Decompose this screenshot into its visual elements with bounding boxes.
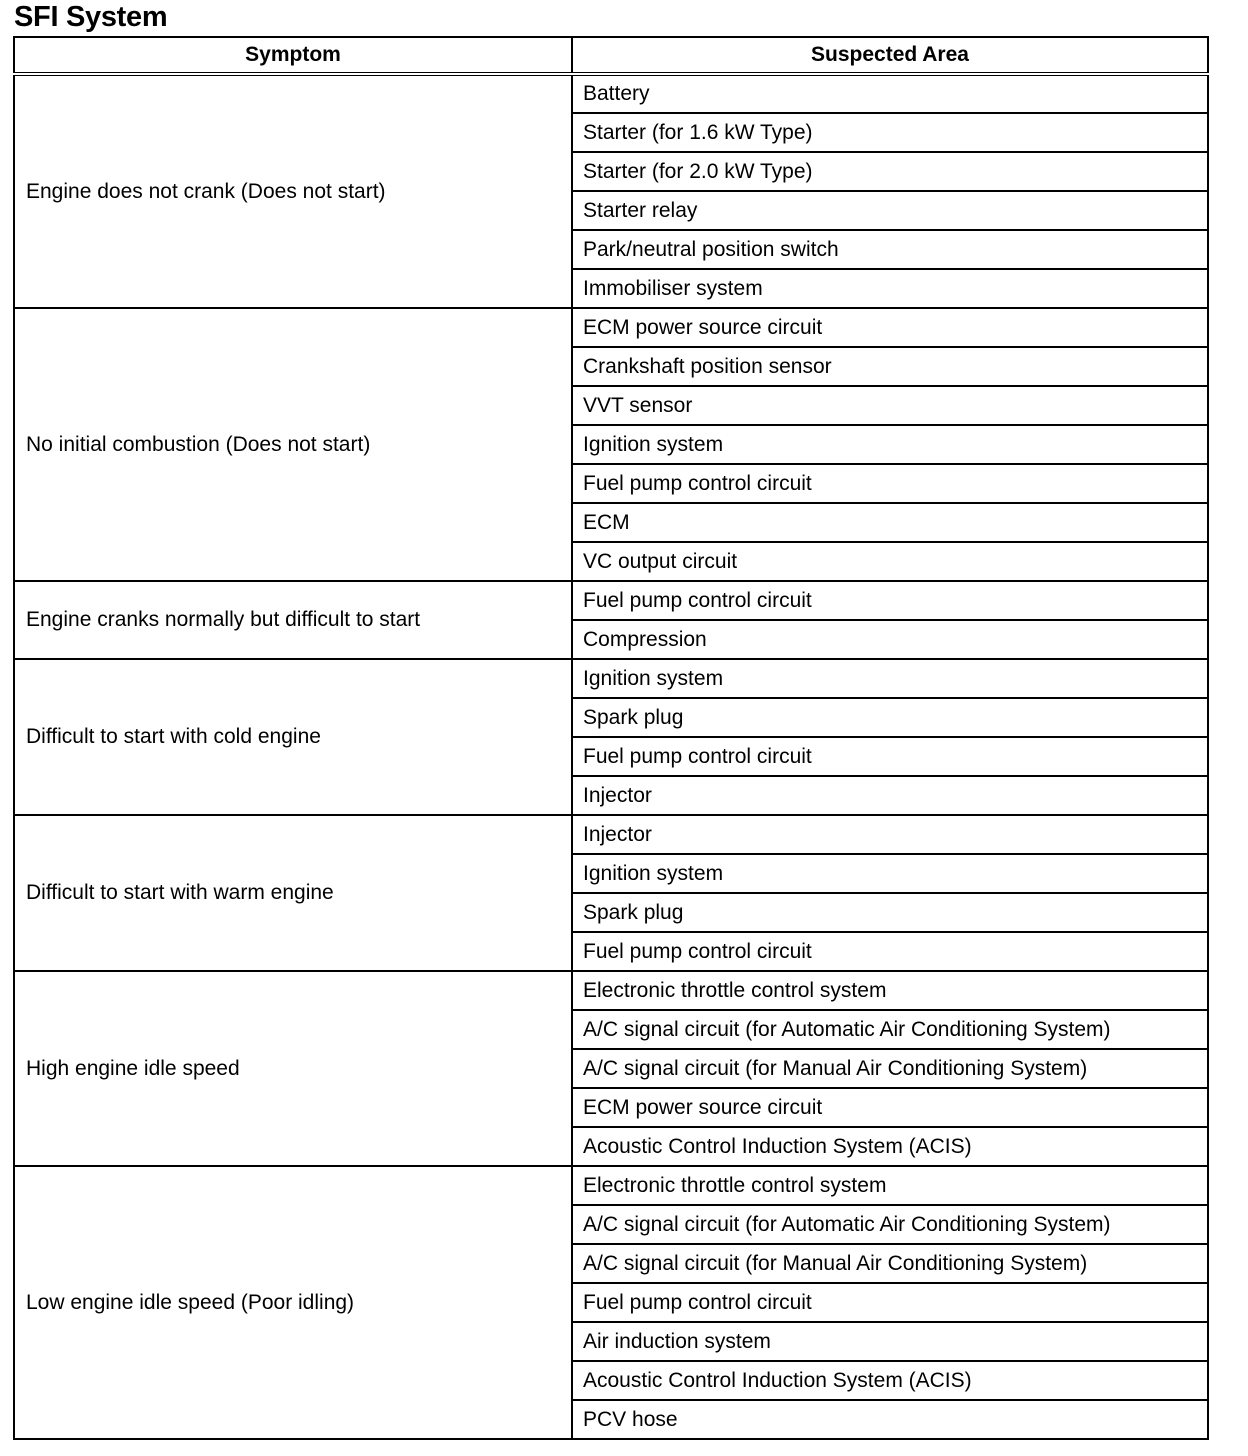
suspected-area-cell: Starter (for 1.6 kW Type): [572, 113, 1208, 152]
table-row: [14, 815, 1208, 854]
suspected-area-cell: Spark plug: [572, 698, 1208, 737]
symptom-cell: Difficult to start with warm engine: [14, 815, 572, 971]
symptom-cell: High engine idle speed: [14, 971, 572, 1166]
suspected-area-cell: ECM power source circuit: [572, 308, 1208, 347]
suspected-area-cell: Electronic throttle control system: [572, 971, 1208, 1010]
suspected-area-cell: Injector: [572, 776, 1208, 815]
suspected-area-cell: VC output circuit: [572, 542, 1208, 581]
suspected-area-cell: Ignition system: [572, 854, 1208, 893]
table-row: [14, 308, 1208, 347]
suspected-area-cell: Injector: [572, 815, 1208, 854]
suspected-area-cell: Ignition system: [572, 659, 1208, 698]
suspected-area-cell: A/C signal circuit (for Manual Air Conditioning System): [572, 1049, 1208, 1088]
suspected-area-cell: A/C signal circuit (for Automatic Air Conditioning System): [572, 1205, 1208, 1244]
table-row: [14, 971, 1208, 1010]
suspected-area-cell: Spark plug: [572, 893, 1208, 932]
suspected-area-cell: Acoustic Control Induction System (ACIS): [572, 1127, 1208, 1166]
suspected-area-cell: Fuel pump control circuit: [572, 464, 1208, 503]
suspected-area-cell: A/C signal circuit (for Manual Air Conditioning System): [572, 1244, 1208, 1283]
symptom-cell: Engine cranks normally but difficult to start: [14, 581, 572, 659]
symptom-cell: Difficult to start with cold engine: [14, 659, 572, 815]
suspected-area-cell: Acoustic Control Induction System (ACIS): [572, 1361, 1208, 1400]
suspected-area-cell: Battery: [572, 74, 1208, 113]
suspected-area-cell: Fuel pump control circuit: [572, 737, 1208, 776]
table-row: [14, 659, 1208, 698]
suspected-area-cell: Air induction system: [572, 1322, 1208, 1361]
suspected-area-cell: VVT sensor: [572, 386, 1208, 425]
symptom-cell: No initial combustion (Does not start): [14, 308, 572, 581]
suspected-area-cell: Ignition system: [572, 425, 1208, 464]
suspected-area-cell: Starter (for 2.0 kW Type): [572, 152, 1208, 191]
suspected-area-cell: Fuel pump control circuit: [572, 1283, 1208, 1322]
suspected-area-cell: Immobiliser system: [572, 269, 1208, 308]
table-header-row: [14, 37, 1208, 74]
suspected-area-cell: Park/neutral position switch: [572, 230, 1208, 269]
suspected-area-cell: Fuel pump control circuit: [572, 581, 1208, 620]
suspected-area-cell: Starter relay: [572, 191, 1208, 230]
suspected-area-cell: ECM power source circuit: [572, 1088, 1208, 1127]
symptom-cell: Engine does not crank (Does not start): [14, 74, 572, 308]
suspected-area-cell: Fuel pump control circuit: [572, 932, 1208, 971]
header-symptom: Symptom: [14, 37, 572, 74]
symptom-table: [13, 36, 1209, 1440]
table-row: [14, 581, 1208, 620]
suspected-area-cell: A/C signal circuit (for Automatic Air Conditioning System): [572, 1010, 1208, 1049]
header-suspected-area: Suspected Area: [572, 37, 1208, 74]
suspected-area-cell: Crankshaft position sensor: [572, 347, 1208, 386]
table-row: [14, 74, 1208, 113]
suspected-area-cell: ECM: [572, 503, 1208, 542]
suspected-area-cell: Compression: [572, 620, 1208, 659]
symptom-cell: Low engine idle speed (Poor idling): [14, 1166, 572, 1439]
table-body: [14, 74, 1208, 1439]
suspected-area-cell: PCV hose: [572, 1400, 1208, 1439]
page-title: SFI System: [14, 1, 168, 33]
table-row: [14, 1166, 1208, 1205]
suspected-area-cell: Electronic throttle control system: [572, 1166, 1208, 1205]
